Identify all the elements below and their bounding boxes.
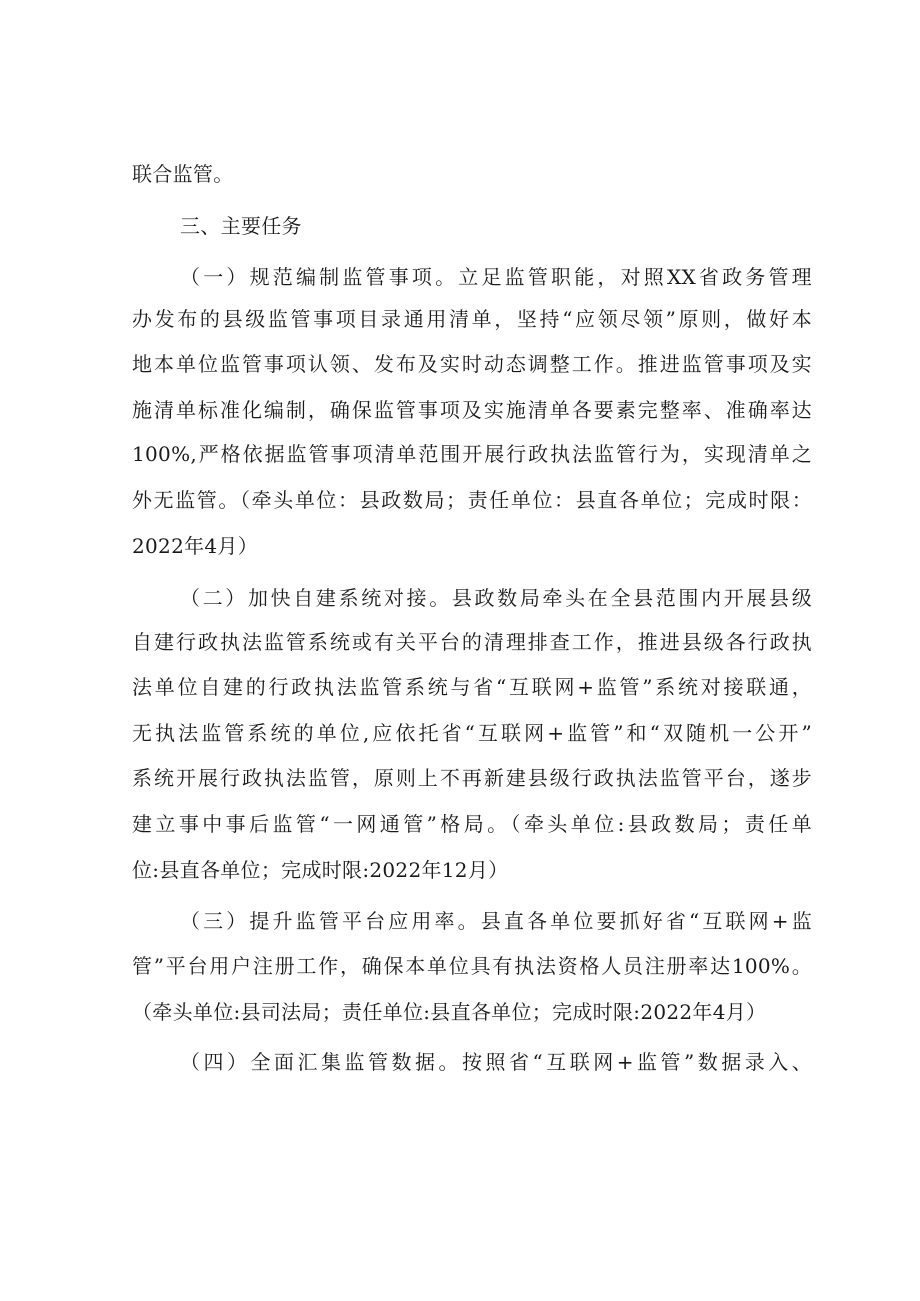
text-line: 2022年4月） [132, 534, 259, 558]
text-line: 地本单位监管事项认领、发布及实时动态调整工作。推进监管事项及实 [132, 352, 812, 376]
text-line: 位:县直各单位；完成时限:2022年12月） [132, 858, 509, 882]
text-line: 办发布的县级监管事项目录通用清单，坚持“应领尽领”原则，做好本 [132, 307, 812, 331]
section-heading: 三、主要任务 [180, 214, 302, 238]
text-line: 管”平台用户注册工作，确保本单位具有执法资格人员注册率达100%。 [132, 954, 812, 978]
text-line: （四）全面汇集监管数据。按照省“互联网+监管”数据录入、 [180, 1050, 812, 1074]
text-line: （一）规范编制监管事项。立足监管职能，对照XX省政务管理 [180, 265, 812, 289]
text-line: （三）提升监管平台应用率。县直各单位要抓好省“互联网+监 [180, 909, 812, 933]
text-line: 100%,严格依据监管事项清单范围开展行政执法监管行为，实现清单之 [132, 442, 812, 466]
text-line: 施清单标准化编制，确保监管事项及实施清单各要素完整率、准确率达 [132, 398, 812, 422]
text-line: 法单位自建的行政执法监管系统与省“互联网+监管”系统对接联通， [132, 675, 812, 699]
text-line: 外无监管。（牵头单位：县政数局；责任单位：县直各单位；完成时限： [132, 488, 812, 512]
text-line: （二）加快自建系统对接。县政数局牵头在全县范围内开展县级 [180, 586, 812, 610]
text-line: 无执法监管系统的单位,应依托省“互联网+监管”和“双随机一公开” [132, 721, 812, 745]
text-line: （牵头单位:县司法局；责任单位:县直各单位；完成时限:2022年4月） [132, 1000, 767, 1024]
text-line: 建立事中事后监管“一网通管”格局。（牵头单位:县政数局；责任单 [132, 812, 812, 836]
text-line: 系统开展行政执法监管，原则上不再新建县级行政执法监管平台，遂步 [132, 766, 812, 790]
text-line: 自建行政执法监管系统或有关平台的清理排查工作，推进县级各行政执 [132, 630, 812, 654]
text-line: 联合监管。 [132, 162, 234, 186]
